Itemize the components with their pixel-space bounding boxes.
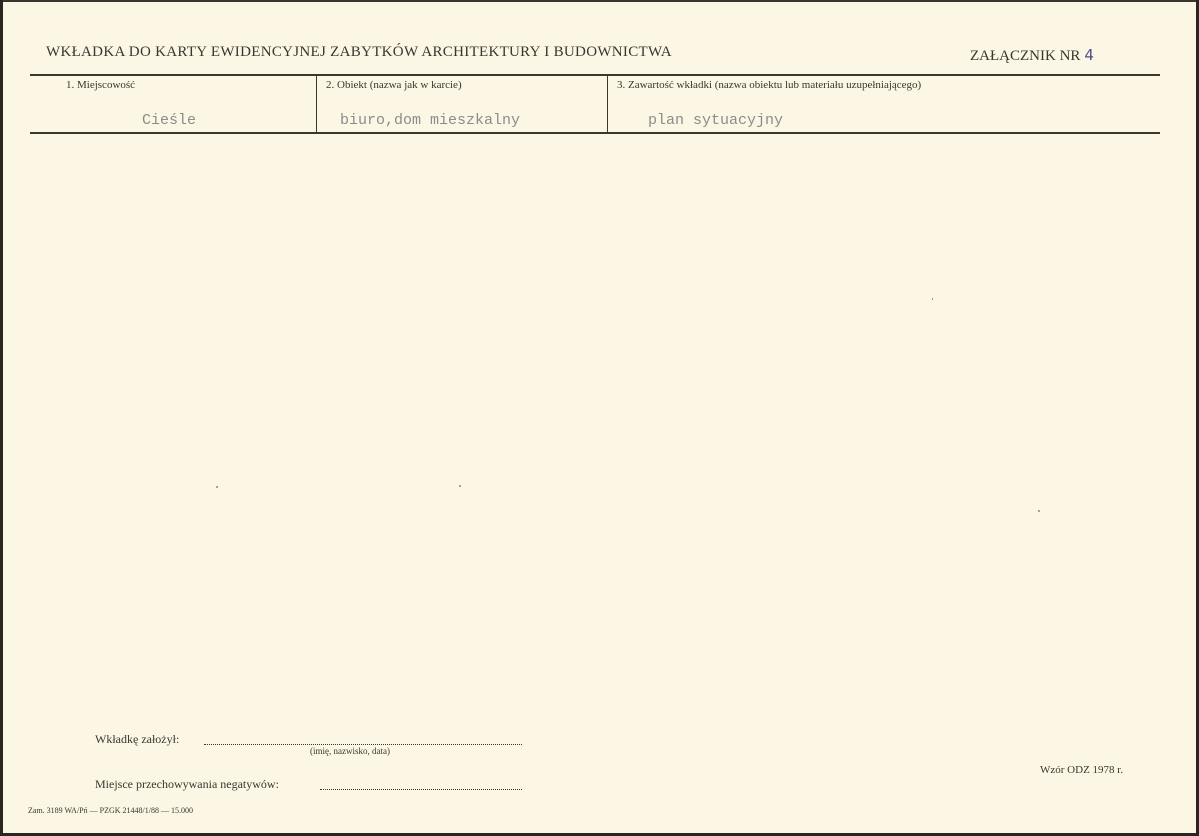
field-value-object: biuro,dom mieszkalny [340, 112, 521, 129]
founded-by-line[interactable] [204, 744, 522, 745]
field-label-locality: 1. Miejscowość [66, 79, 136, 91]
print-info: Zam. 3189 WA/Pń — PZGK 21448/1/88 — 15.000 [28, 806, 193, 815]
paper-speck [216, 486, 218, 488]
annex-label: ZAŁĄCZNIK NR [970, 48, 1081, 64]
pattern-label: Wzór ODZ 1978 r. [1040, 764, 1124, 776]
field-value-content: plan sytuacyjny [648, 112, 784, 129]
annex-label-group [970, 46, 1094, 65]
page-edge-left [0, 0, 3, 836]
field-divider-1 [316, 76, 317, 132]
paper-speck [932, 298, 933, 300]
paper-speck [1038, 510, 1040, 512]
negatives-label: Miejsce przechowywania negatywów: [95, 777, 279, 791]
negatives-line[interactable] [320, 789, 522, 790]
founded-by-hint: (imię, nazwisko, data) [310, 746, 390, 756]
page-edge-top [0, 0, 1199, 2]
header-rule-top [30, 74, 1160, 76]
field-label-content: 3. Zawartość wkładki (nazwa obiektu lub materiału uzupełniającego) [617, 79, 922, 91]
field-label-object: 2. Obiekt (nazwa jak w karcie) [326, 79, 462, 91]
paper-speck [459, 485, 461, 487]
header-rule-bottom [30, 132, 1160, 134]
field-value-locality: Cieśle [142, 112, 197, 129]
field-divider-2 [607, 76, 608, 132]
form-title: WKŁADKA DO KARTY EWIDENCYJNEJ ZABYTKÓW ARCHITEKTURY I BUDOWNICTWA [46, 44, 672, 60]
founded-by-label: Wkładkę założył: [95, 732, 180, 746]
annex-number: 4 [1084, 46, 1094, 64]
